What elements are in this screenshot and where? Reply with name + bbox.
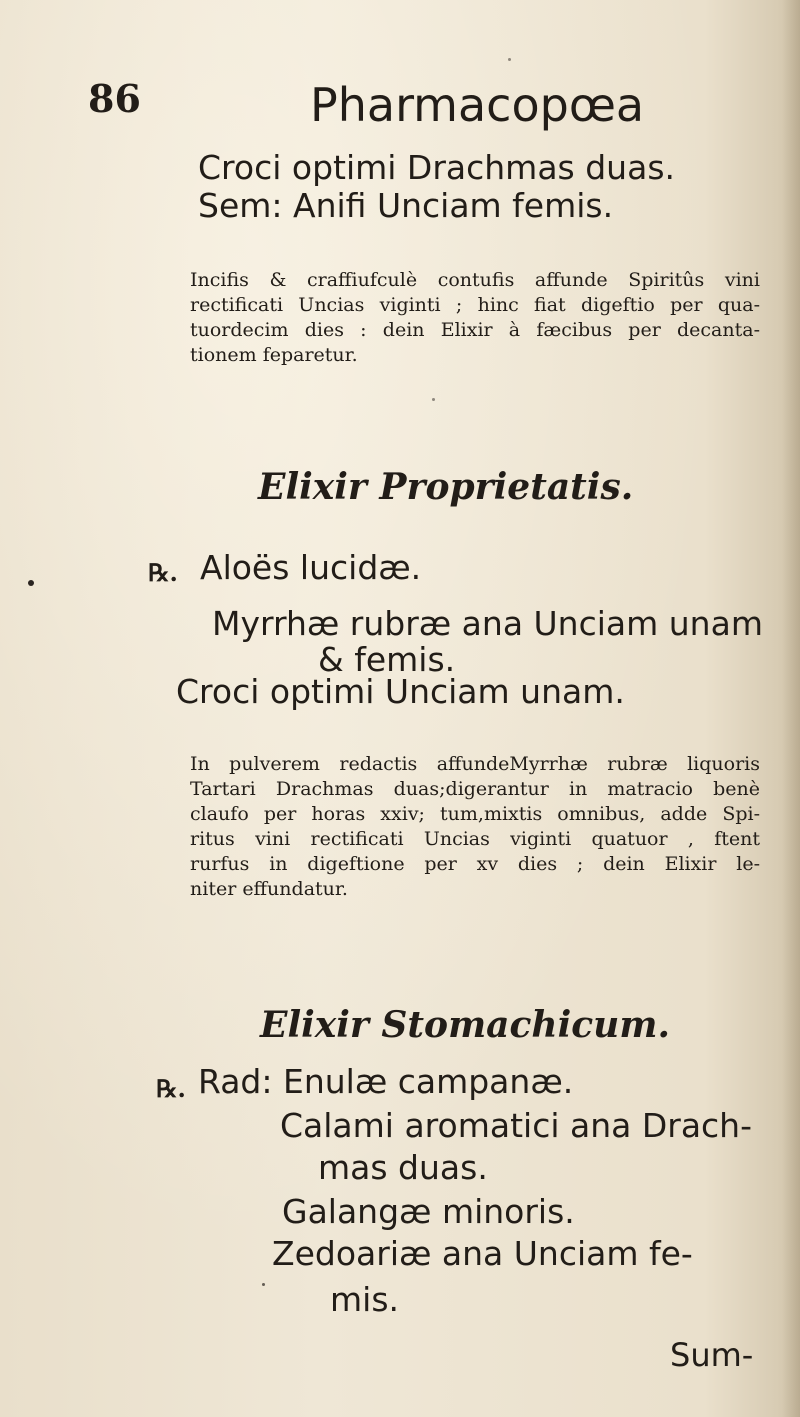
ingredient-line: mis.	[330, 1280, 399, 1319]
instruction-paragraph	[190, 268, 760, 368]
paragraph-line: In pulverem redactis affundeMyrrhæ rubræ liquoris	[190, 753, 760, 775]
ingredient-line: Rad: Enulæ campanæ.	[198, 1062, 574, 1101]
ingredient-line: Myrrhæ rubræ ana Unciam unam	[212, 604, 763, 643]
ingredient-line: Zedoariæ ana Unciam fe-	[272, 1234, 693, 1273]
paper-speck	[262, 1283, 265, 1286]
paragraph-line: tionem feparetur.	[190, 344, 358, 366]
section-heading: Elixir Proprietatis.	[258, 466, 634, 508]
ingredient-line: Calami aromatici ana Drach-	[280, 1106, 753, 1145]
ingredient-line: Sem: Anifi Unciam femis.	[198, 186, 614, 225]
paragraph-line: niter effundatur.	[190, 878, 348, 900]
paragraph-line: tuordecim dies : dein Elixir à fæcibus per decanta-	[190, 319, 760, 341]
paragraph-line: rurfus in digeftione per xv dies ; dein Elixir le-	[190, 853, 760, 875]
paragraph-line: Tartari Drachmas duas;digerantur in matracio benè	[190, 778, 760, 800]
paper-speck	[432, 398, 435, 401]
paragraph-line: claufo per horas xxiv; tum,mixtis omnibus, adde Spi-	[190, 803, 760, 825]
catchword: Sum-	[670, 1336, 754, 1374]
page-number: 86	[88, 76, 141, 121]
recipe-symbol: ℞.	[156, 1074, 186, 1103]
running-head: Pharmacopœa	[310, 78, 645, 132]
page-edge-shadow	[782, 0, 800, 1417]
ingredient-line: Aloës lucidæ.	[200, 548, 422, 587]
ingredient-line: Galangæ minoris.	[282, 1192, 575, 1231]
paragraph-line: ritus vini rectificati Uncias viginti quatuor , ftent	[190, 828, 760, 850]
ingredient-line: mas duas.	[318, 1148, 488, 1187]
paper-speck	[508, 58, 511, 61]
paragraph-line: rectificati Uncias viginti ; hinc fiat digeftio per qua-	[190, 294, 760, 316]
paper-speck	[28, 580, 34, 586]
instruction-paragraph	[190, 752, 760, 902]
section-heading: Elixir Stomachicum.	[260, 1004, 670, 1046]
ingredient-line: Croci optimi Unciam unam.	[176, 672, 625, 711]
recipe-symbol: ℞.	[148, 558, 178, 587]
ingredient-line: Croci optimi Drachmas duas.	[198, 148, 676, 187]
paragraph-line: Incifis & craffiufculè contufis affunde Spiritûs vini	[190, 269, 760, 291]
ingredient-line: & femis.	[318, 640, 456, 679]
